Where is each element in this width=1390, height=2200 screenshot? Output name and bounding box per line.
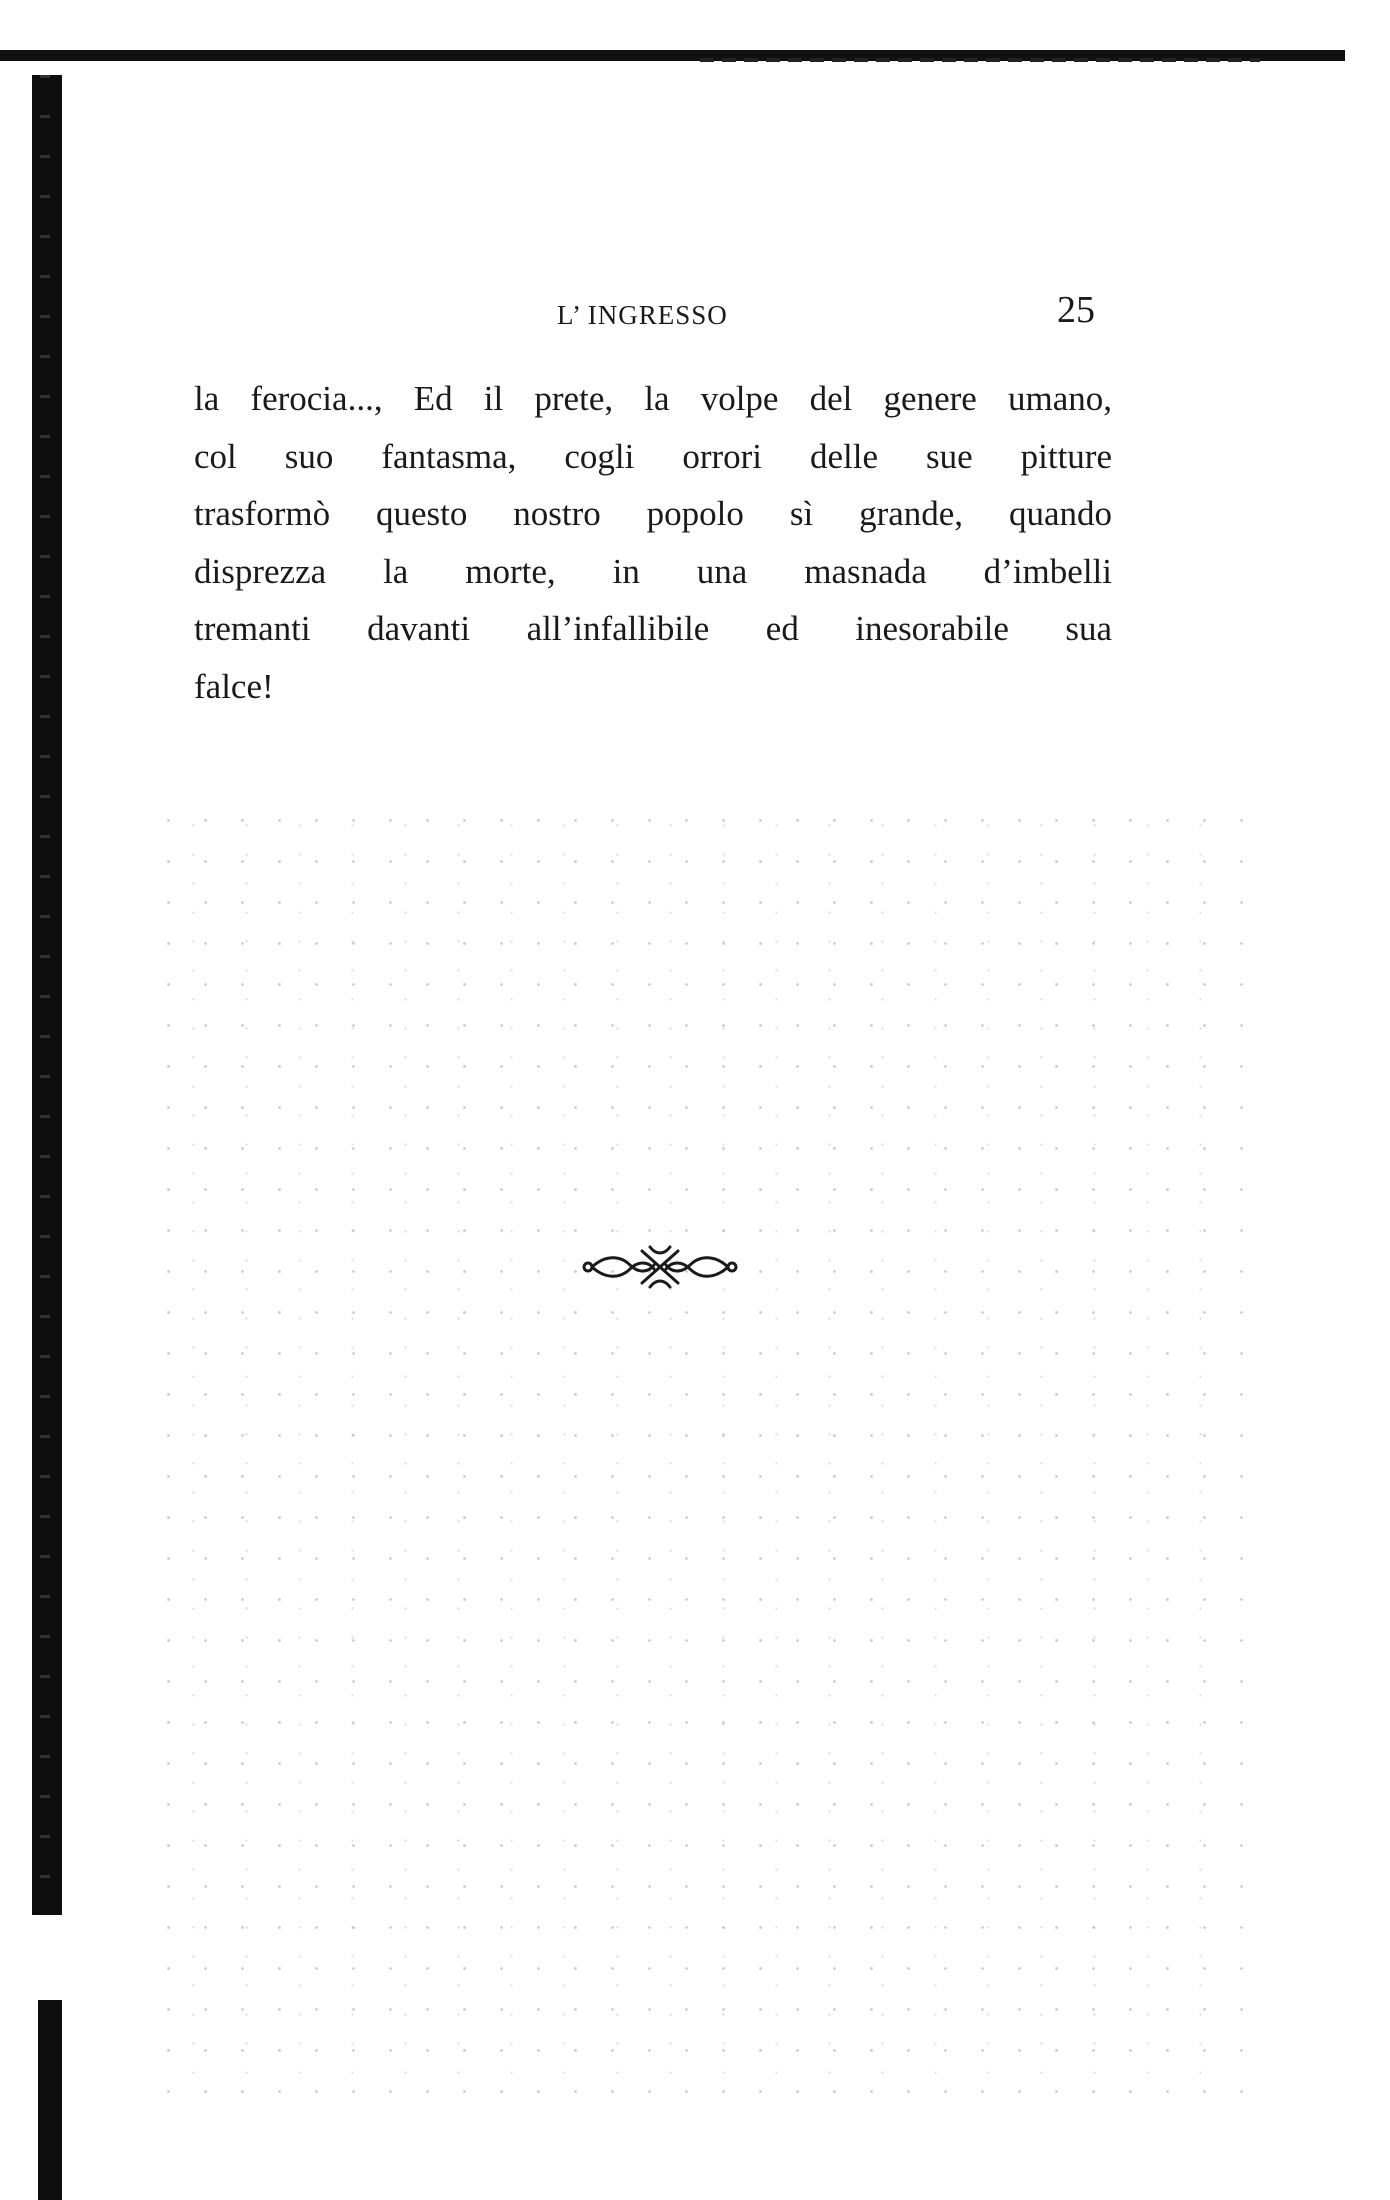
text-line: falce!: [194, 666, 274, 706]
text-line: disprezza la morte, in una masnada d’imbelli: [194, 551, 1112, 591]
page-number: 25: [1057, 289, 1095, 331]
text-line: col suo fantasma, cogli orrori delle sue pitture: [194, 436, 1112, 476]
scan-binding-edge-lower: [38, 2000, 62, 2200]
text-line: trasformò questo nostro popolo sì grande, quando: [194, 494, 1112, 533]
scan-binding-texture: [40, 75, 50, 1915]
page-header: [190, 288, 1100, 338]
typographic-ornament-icon: [580, 1237, 740, 1297]
running-head: L’ INGRESSO: [557, 300, 728, 330]
scan-top-rule: [0, 50, 1345, 61]
text-line: la ferocia..., Ed il prete, la volpe del genere umano,: [194, 379, 1112, 418]
scan-speckle-noise: [150, 800, 1250, 2100]
text-line: tremanti davanti all’infallibile ed inesorabile sua: [194, 609, 1112, 648]
body-paragraph: [194, 370, 1112, 715]
